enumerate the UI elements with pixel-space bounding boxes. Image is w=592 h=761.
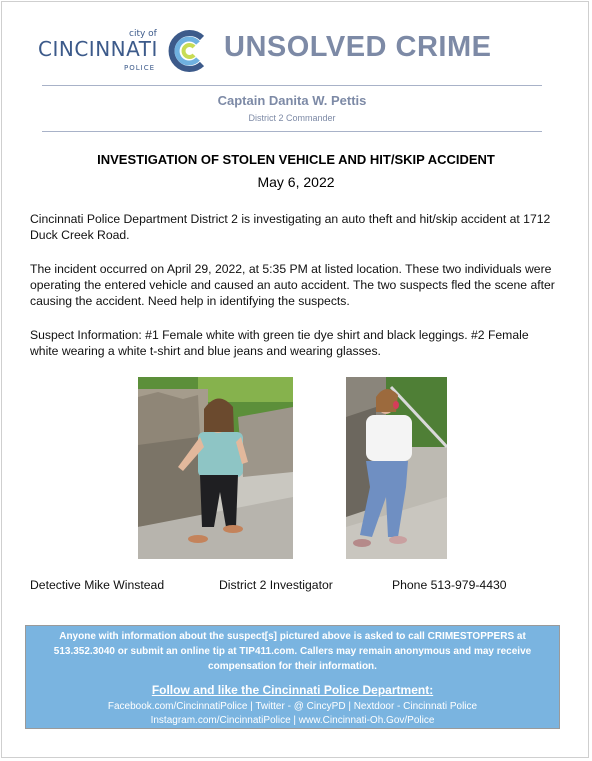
header-divider-top [42, 85, 542, 86]
logo-name: CINCINNATI [38, 37, 158, 61]
header-divider-bottom [42, 131, 542, 132]
logo-c-icon [162, 26, 212, 76]
page-title: UNSOLVED CRIME [224, 31, 492, 63]
cincinnati-police-logo [38, 26, 213, 76]
logo-city-of: city of [129, 29, 157, 39]
paragraph-suspects: Suspect Information: #1 Female white with green tie dye shirt and black leggings. #2 Female white wearing a white t-shirt and blue jeans and wearing glasses. [30, 328, 529, 358]
social-line-2: Instagram.com/CincinnatiPolice | www.Cincinnati-Oh.Gov/Police [150, 715, 435, 726]
bulletin-headline: INVESTIGATION OF STOLEN VEHICLE AND HIT/SKIP ACCIDENT [97, 152, 495, 167]
social-links [26, 700, 559, 728]
detective-name: Detective Mike Winstead [30, 578, 165, 592]
suspect-2-photo [346, 377, 447, 559]
commander-title: District 2 Commander [248, 113, 336, 123]
crimestoppers-message: Anyone with information about the suspect[s] pictured above is asked to call CRIMESTOPPERS at 513.352.3040 or submit an online tip at TIP411.com. Callers may remain anonymous and may receive compensation for their information. [53, 631, 532, 672]
captain-name: Captain Danita W. Pettis [217, 93, 367, 108]
investigator-role: District 2 Investigator [219, 578, 333, 592]
paragraph-location: Cincinnati Police Department District 2 is investigating an auto theft and hit/skip accident at 1712 Duck Creek Road. [30, 212, 551, 242]
crimestoppers-footer [25, 625, 560, 729]
logo-sub: POLICE [124, 64, 156, 72]
suspect-1-photo [138, 377, 293, 559]
paragraph-incident: The incident occurred on April 29, 2022, at 5:35 PM at listed location. These two individuals were operating the entered vehicle and caused an auto accident. The two suspects fled the scene after causing the accident. Need help in identifying the suspects. [30, 262, 555, 308]
follow-heading: Follow and like the Cincinnati Police Department: [151, 683, 434, 697]
bulletin-date: May 6, 2022 [257, 174, 335, 190]
contact-phone: Phone 513-979-4430 [392, 578, 507, 592]
social-line-1: Facebook.com/CincinnatiPolice | Twitter - @ CincyPD | Nextdoor - Cincinnati Police [107, 701, 478, 712]
